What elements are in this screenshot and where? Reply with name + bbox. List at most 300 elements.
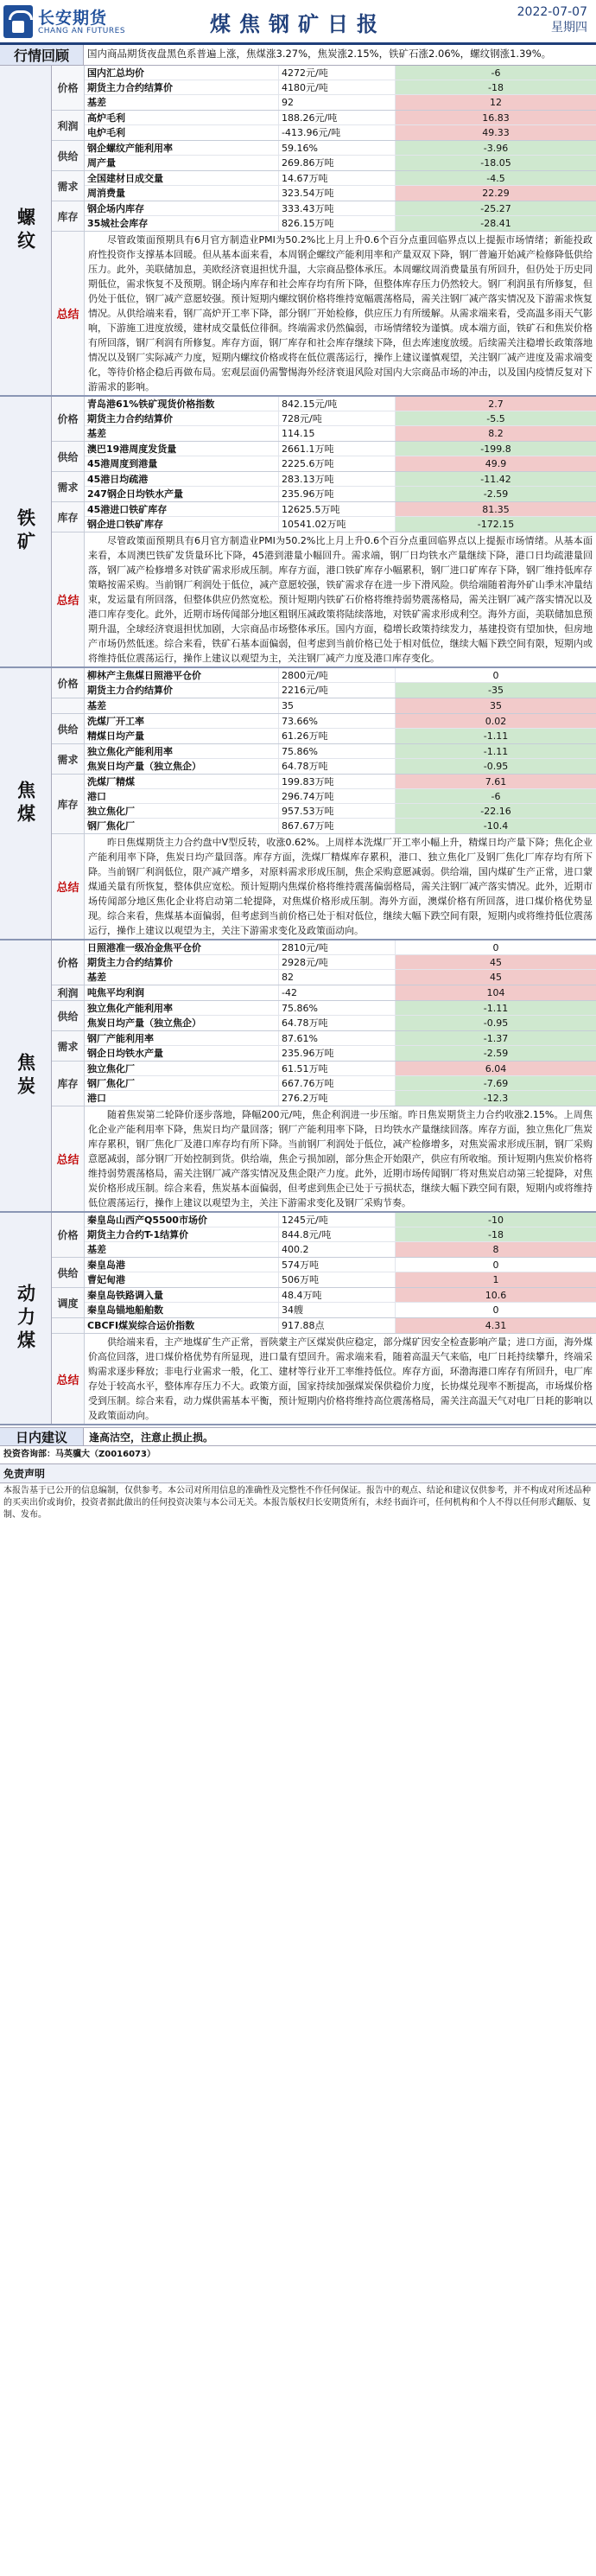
- indicator-group: [52, 66, 596, 111]
- indicator-value: 59.16%: [279, 141, 396, 155]
- group-label: 需求: [52, 472, 85, 501]
- group-label: 供给: [52, 714, 85, 743]
- indicator-name: 洗煤厂开工率: [85, 714, 279, 728]
- indicator-name: 独立焦化产能利用率: [85, 1001, 279, 1015]
- indicator-name: 期货主力合约T-1结算价: [85, 1227, 279, 1241]
- group-label: 库存: [52, 201, 85, 231]
- indicator-name: 日照港准一级冶金焦平仓价: [85, 940, 279, 954]
- table-row: [85, 186, 596, 201]
- table-row: [85, 95, 596, 110]
- group-label: 需求: [52, 1031, 85, 1061]
- indicator-value: 12625.5万吨: [279, 502, 396, 516]
- group-rows: [85, 698, 596, 713]
- group-rows: [85, 1288, 596, 1317]
- indicator-name: 独立焦化厂: [85, 1062, 279, 1075]
- indicator-value: 400.2: [279, 1242, 396, 1257]
- group-label: 价格: [52, 1213, 85, 1257]
- table-row: [85, 426, 596, 441]
- indicator-name: 曹妃甸港: [85, 1272, 279, 1287]
- table-row: [85, 411, 596, 426]
- indicator-group: [52, 1001, 596, 1031]
- indicator-change: -12.3: [396, 1091, 596, 1106]
- indicator-change: -1.37: [396, 1031, 596, 1045]
- indicator-name: 钢企日均铁水产量: [85, 1046, 279, 1061]
- indicator-name: 青岛港61%铁矿现货价格指数: [85, 397, 279, 411]
- group-rows: [85, 985, 596, 1000]
- indicator-value: 10541.02万吨: [279, 517, 396, 532]
- summary-label: 总结: [52, 834, 85, 939]
- indicator-change: -199.8: [396, 442, 596, 456]
- table-row: [85, 397, 596, 411]
- indicator-change: 16.83: [396, 111, 596, 124]
- table-row: [85, 729, 596, 743]
- section-name: 动力煤: [0, 1213, 52, 1424]
- summary-text: 昨日焦煤期货主力合约盘中V型反转，收涨0.62%。上周样本洗煤厂开工率小幅上升，精煤日均产量下降；焦化企业产能利用率下降，焦炭日均产量回落。库存方面，洗煤厂精煤库存累积，港口、独立焦化厂及钢厂焦化厂库存均有所下降。当前钢厂利润低位，限产减产增多，对原料需求形成压制，焦企采购意愿减弱。供给端，国内煤矿生产正常，进口蒙煤通关量有所恢复，整体供应宽松。预计短期内焦煤价格将维持震荡偏弱格局，需关注钢厂减产落实情况。此外，近期市场传闻部分地区焦化企业将启动第二轮提降，对焦煤价格形成压制。海外方面，澳煤价格有所回落，进口煤价格优势显现。综合来看，焦煤基本面偏弱，但考虑到当前价格已处于相对低位，继续大幅下跌空间有限，短期内或将维持低位震荡运行，操作上建议以观望为主，关注下游需求变化及政策面动向。: [88, 837, 593, 936]
- indicator-change: -5.5: [396, 411, 596, 425]
- indicator-change: 8: [396, 1242, 596, 1257]
- indicator-value: -42: [279, 985, 396, 1000]
- indicator-name: 秦皇岛港: [85, 1258, 279, 1272]
- indicator-change: 0.02: [396, 714, 596, 728]
- indicator-group: [52, 668, 596, 698]
- market-review-label: 行情回顾: [0, 45, 84, 65]
- group-rows: [85, 1258, 596, 1287]
- section-3: [0, 940, 596, 1213]
- table-row: [85, 1016, 596, 1030]
- indicator-change: -2.59: [396, 1046, 596, 1061]
- indicator-group: [52, 714, 596, 744]
- indicator-name: 钢厂焦化厂: [85, 1076, 279, 1090]
- group-label: 价格: [52, 66, 85, 110]
- indicator-change: -25.27: [396, 201, 596, 215]
- indicator-value: 92: [279, 95, 396, 110]
- group-rows: [85, 111, 596, 140]
- indicator-group: [52, 472, 596, 502]
- indicator-name: 港口: [85, 1091, 279, 1106]
- indicator-name: 钢厂焦化厂: [85, 819, 279, 833]
- indicator-change: 10.6: [396, 1288, 596, 1302]
- table-row: [85, 683, 596, 698]
- table-row: [85, 1258, 596, 1272]
- group-rows: [85, 940, 596, 985]
- indicator-group: [52, 1062, 596, 1106]
- indicator-change: -1.11: [396, 744, 596, 758]
- indicator-group: [52, 442, 596, 472]
- table-row: [85, 1031, 596, 1046]
- indicator-value: 4272元/吨: [279, 66, 396, 80]
- indicator-change: -11.42: [396, 472, 596, 486]
- indicator-name: 电炉毛利: [85, 125, 279, 140]
- intraday-advice-text: 逢高沽空，注意止损止损。: [89, 1431, 214, 1444]
- market-review: [0, 45, 596, 66]
- indicator-value: 114.15: [279, 426, 396, 441]
- indicator-group: [52, 985, 596, 1001]
- indicator-change: 2.7: [396, 397, 596, 411]
- indicator-name: 独立焦化厂: [85, 804, 279, 818]
- indicator-change: -0.95: [396, 759, 596, 774]
- group-label: 价格: [52, 940, 85, 985]
- indicator-name: 基差: [85, 698, 279, 713]
- group-rows: [85, 472, 596, 501]
- indicator-value: 64.78万吨: [279, 1016, 396, 1030]
- table-row: [85, 1091, 596, 1106]
- indicator-value: 296.74万吨: [279, 789, 396, 803]
- group-rows: [85, 171, 596, 201]
- summary-text: 随着焦炭第二轮降价逐步落地，降幅200元/吨，焦企利润进一步压缩。昨日焦炭期货主力合约收涨2.15%。上周焦化企业产能利用率下降，焦炭日均产量回落；钢厂产能利用率下降，日均铁水产量继续回落。库存方面，独立焦化厂焦炭库存累积，钢厂焦化厂及港口库存均有所下降。当前钢厂利润处于低位，减产检修增多，对焦炭需求形成压制，钢厂采购意愿减弱，部分钢厂开始控制到货。供给端，焦企亏损加剧，部分焦企开始限产，供应有所收缩。预计短期内焦炭价格将维持弱势震荡格局，需关注钢厂减产落实情况及焦企限产力度。此外，近期市场传闻钢厂将对焦炭启动第三轮提降，对焦炭价格形成压制。综合来看，焦炭基本面偏弱，但考虑到焦企已处于亏损状态，继续大幅下跌空间有限，短期内或将维持低位震荡运行，操作上建议以观望为主，关注下游需求变化及钢厂采购节奏。: [88, 1109, 593, 1208]
- indicator-value: 269.86万吨: [279, 156, 396, 170]
- group-rows: [85, 668, 596, 698]
- indicator-name: 秦皇岛锚地船舶数: [85, 1303, 279, 1317]
- indicator-name: 基差: [85, 970, 279, 985]
- section-name: 螺纹: [0, 66, 52, 395]
- indicator-group: [52, 201, 596, 232]
- section-summary: [52, 1334, 596, 1424]
- table-row: [85, 744, 596, 759]
- indicator-name: 港口: [85, 789, 279, 803]
- indicator-change: -18.05: [396, 156, 596, 170]
- indicator-change: 22.29: [396, 186, 596, 201]
- indicator-name: 45港进口铁矿库存: [85, 502, 279, 516]
- indicator-value: 75.86%: [279, 1001, 396, 1015]
- section-body: [52, 940, 596, 1211]
- indicator-group: [52, 1258, 596, 1288]
- table-row: [85, 442, 596, 456]
- indicator-change: -172.15: [396, 517, 596, 532]
- indicator-value: 917.88点: [279, 1318, 396, 1333]
- indicator-value: 506万吨: [279, 1272, 396, 1287]
- disclaimer-text: 本报告基于已公开的信息编制，仅供参考。本公司对所用信息的准确性及完整性不作任何保证。报告中的观点、结论和建议仅供参考，并不构成对所述品种的买卖出价或询价，投资者据此做出的任何投资决策与本公司无关。本报告版权归长安期货所有，未经书面许可，任何机构和个人不得以任何形式翻版、复制、发布。: [3, 1486, 591, 1520]
- indicator-change: -6: [396, 789, 596, 803]
- commodity-sections: [0, 66, 596, 1425]
- group-label: 需求: [52, 744, 85, 774]
- indicator-name: 秦皇岛山西产Q5500市场价: [85, 1213, 279, 1227]
- table-row: [85, 698, 596, 713]
- group-rows: [85, 714, 596, 743]
- indicator-name: 期货主力合约结算价: [85, 683, 279, 698]
- intraday-advice-label: 日内建议: [0, 1428, 84, 1445]
- indicator-name: 基差: [85, 1242, 279, 1257]
- indicator-value: 87.61%: [279, 1031, 396, 1045]
- indicator-name: 期货主力合约结算价: [85, 411, 279, 425]
- indicator-value: 61.26万吨: [279, 729, 396, 743]
- indicator-name: 周消费量: [85, 186, 279, 201]
- report-header: [0, 0, 596, 45]
- table-row: [85, 1001, 596, 1016]
- table-row: [85, 955, 596, 970]
- indicator-value: 728元/吨: [279, 411, 396, 425]
- group-label: 库存: [52, 502, 85, 532]
- group-label: 供给: [52, 442, 85, 471]
- group-rows: [85, 66, 596, 110]
- indicator-change: -22.16: [396, 804, 596, 818]
- table-row: [85, 125, 596, 140]
- indicator-value: 323.54万吨: [279, 186, 396, 201]
- indicator-change: -10: [396, 1213, 596, 1227]
- table-row: [85, 1242, 596, 1257]
- indicator-group: [52, 698, 596, 714]
- logo-name-cn: 长安期货: [38, 9, 108, 28]
- group-label: 库存: [52, 1062, 85, 1106]
- report-weekday: 星期四: [551, 21, 587, 35]
- indicator-name: 焦炭日均产量（独立焦企）: [85, 759, 279, 774]
- table-row: [85, 80, 596, 95]
- indicator-change: 45: [396, 970, 596, 985]
- section-body: [52, 1213, 596, 1424]
- group-rows: [85, 1062, 596, 1106]
- indicator-value: 14.67万吨: [279, 171, 396, 185]
- group-label: 价格: [52, 397, 85, 441]
- indicator-name: 周产量: [85, 156, 279, 170]
- indicator-name: 钢厂产能利用率: [85, 1031, 279, 1045]
- section-summary: [52, 834, 596, 939]
- indicator-group: [52, 1031, 596, 1062]
- indicator-name: 独立焦化产能利用率: [85, 744, 279, 758]
- report-date: 2022-07-07: [517, 5, 587, 19]
- indicator-value: 4180元/吨: [279, 80, 396, 94]
- summary-label: 总结: [52, 1334, 85, 1424]
- table-row: [85, 111, 596, 125]
- indicator-name: 全国建材日成交量: [85, 171, 279, 185]
- indicator-group: [52, 171, 596, 201]
- section-name: 铁矿: [0, 397, 52, 666]
- indicator-name: 精煤日均产量: [85, 729, 279, 743]
- indicator-group: [52, 502, 596, 532]
- indicator-change: -0.95: [396, 1016, 596, 1030]
- table-row: [85, 487, 596, 501]
- table-row: [85, 1272, 596, 1287]
- indicator-change: -6: [396, 66, 596, 80]
- analyst-credit: 投资咨询部：马英骥大（Z0016073）: [3, 1450, 155, 1459]
- group-rows: [85, 1318, 596, 1333]
- indicator-value: 957.53万吨: [279, 804, 396, 818]
- group-label: 供给: [52, 141, 85, 170]
- indicator-change: -4.5: [396, 171, 596, 185]
- indicator-group: [52, 1213, 596, 1258]
- indicator-group: [52, 1288, 596, 1318]
- table-row: [85, 804, 596, 819]
- group-rows: [85, 201, 596, 231]
- group-rows: [85, 1001, 596, 1030]
- indicator-change: -2.59: [396, 487, 596, 501]
- section-body: [52, 668, 596, 939]
- indicator-name: 澳巴19港周度发货量: [85, 442, 279, 456]
- indicator-value: 61.51万吨: [279, 1062, 396, 1075]
- group-label: 利润: [52, 985, 85, 1000]
- group-label: [52, 698, 85, 713]
- table-row: [85, 789, 596, 804]
- group-label: 价格: [52, 668, 85, 698]
- indicator-change: 0: [492, 942, 499, 953]
- table-row: [85, 775, 596, 789]
- indicator-name: 期货主力合约结算价: [85, 80, 279, 94]
- indicator-value: 842.15元/吨: [279, 397, 396, 411]
- section-name: 焦炭: [0, 940, 52, 1211]
- indicator-name: 钢企螺纹产能利用率: [85, 141, 279, 155]
- summary-text: 供给端来看，主产地煤矿生产正常，晋陕蒙主产区煤炭供应稳定，部分煤矿因安全检查影响产量；进口方面，海外煤价高位回落，进口煤价格优势有所显现，进口量有望回升。需求端来看，随着高温天气来临，电厂日耗持续攀升，终端采购需求逐步释放；非电行业需求一般，化工、建材等行业开工率维持低位。库存方面，环渤海港口库存有所回升，电厂库存处于较高水平，整体库存压力不大。政策方面，国家持续加强煤炭保供稳价力度，长协煤兑现率不断提高，市场煤价格受到压制。综合来看，动力煤供需基本平衡，预计短期内价格将维持高位震荡格局，需关注高温天气对电厂日耗的影响以及政策面动向。: [88, 1336, 593, 1421]
- indicator-name: 秦皇岛铁路调入量: [85, 1288, 279, 1302]
- indicator-change: -18: [396, 80, 596, 94]
- indicator-group: [52, 940, 596, 985]
- market-review-text: 国内商品期货夜盘黑色系普遍上涨，焦煤涨3.27%，焦炭涨2.15%，铁矿石涨2.06%，螺纹钢涨1.39%。: [87, 48, 552, 60]
- group-rows: [85, 1031, 596, 1061]
- table-row: [85, 517, 596, 532]
- indicator-value: 2216元/吨: [279, 683, 396, 698]
- indicator-value: 73.66%: [279, 714, 396, 728]
- indicator-name: 国内汇总均价: [85, 66, 279, 80]
- summary-label: 总结: [52, 532, 85, 666]
- indicator-name: 高炉毛利: [85, 111, 279, 124]
- indicator-change: -10.4: [396, 819, 596, 833]
- indicator-value: 75.86%: [279, 744, 396, 758]
- logo-name-en: CHANG AN FUTURES: [38, 27, 126, 35]
- indicator-value: 64.78万吨: [279, 759, 396, 774]
- indicator-value: 2800元/吨: [279, 668, 396, 682]
- indicator-value: 333.43万吨: [279, 201, 396, 215]
- section-4: [0, 1213, 596, 1425]
- indicator-name: 钢企进口铁矿库存: [85, 517, 279, 532]
- indicator-name: 基差: [85, 426, 279, 441]
- indicator-value: 2661.1万吨: [279, 442, 396, 456]
- table-row: [85, 1213, 596, 1227]
- group-label: 调度: [52, 1288, 85, 1317]
- table-row: [85, 985, 596, 1000]
- group-label: 利润: [52, 111, 85, 140]
- summary-label: 总结: [52, 232, 85, 395]
- indicator-name: 吨焦平均利润: [85, 985, 279, 1000]
- indicator-value: 82: [279, 970, 396, 985]
- indicator-change: -7.69: [396, 1076, 596, 1090]
- indicator-group: [52, 1318, 596, 1334]
- table-row: [85, 216, 596, 231]
- table-row: [85, 970, 596, 985]
- indicator-change: 0: [492, 670, 499, 681]
- group-rows: [85, 744, 596, 774]
- table-row: [85, 141, 596, 156]
- indicator-change: 8.2: [396, 426, 596, 441]
- indicator-change: 7.61: [396, 775, 596, 788]
- indicator-group: [52, 775, 596, 834]
- indicator-value: 2810元/吨: [279, 940, 396, 954]
- indicator-group: [52, 397, 596, 442]
- indicator-value: 283.13万吨: [279, 472, 396, 486]
- indicator-change: 81.35: [396, 502, 596, 516]
- indicator-name: 柳林产主焦煤日照港平仓价: [85, 668, 279, 682]
- table-row: [85, 714, 596, 729]
- table-row: [85, 66, 596, 80]
- indicator-value: 2225.6万吨: [279, 456, 396, 471]
- section-summary: [52, 1106, 596, 1211]
- group-rows: [85, 1213, 596, 1257]
- table-row: [85, 1227, 596, 1242]
- group-rows: [85, 502, 596, 532]
- indicator-change: 104: [396, 985, 596, 1000]
- indicator-name: 洗煤厂精煤: [85, 775, 279, 788]
- indicator-name: 期货主力合约结算价: [85, 955, 279, 969]
- section-summary: [52, 532, 596, 666]
- indicator-value: 199.83万吨: [279, 775, 396, 788]
- group-rows: [85, 397, 596, 441]
- group-label: 供给: [52, 1001, 85, 1030]
- indicator-change: 1: [396, 1272, 596, 1287]
- indicator-name: CBCFI煤炭综合运价指数: [85, 1318, 279, 1333]
- indicator-value: 2928元/吨: [279, 955, 396, 969]
- indicator-change: -28.41: [396, 216, 596, 231]
- indicator-name: 45港日均疏港: [85, 472, 279, 486]
- indicator-value: 276.2万吨: [279, 1091, 396, 1106]
- section-body: [52, 397, 596, 666]
- section-0: [0, 66, 596, 397]
- indicator-value: -413.96元/吨: [279, 125, 396, 140]
- group-rows: [85, 775, 596, 833]
- indicator-change: -3.96: [396, 141, 596, 155]
- table-row: [85, 1303, 596, 1317]
- indicator-change: -1.11: [396, 1001, 596, 1015]
- report-title: 煤焦钢矿日报: [210, 12, 386, 36]
- indicator-value: 1245元/吨: [279, 1213, 396, 1227]
- table-row: [85, 668, 596, 683]
- group-rows: [85, 442, 596, 471]
- indicator-value: 188.26元/吨: [279, 111, 396, 124]
- indicator-change: 0: [492, 1259, 499, 1271]
- section-body: [52, 66, 596, 395]
- indicator-change: 49.33: [396, 125, 596, 140]
- indicator-value: 34艘: [279, 1303, 396, 1317]
- indicator-name: 45港周度到港量: [85, 456, 279, 471]
- table-row: [85, 1288, 596, 1303]
- summary-text: 尽管政策面预期具有6月官方制造业PMI为50.2%比上月上升0.6个百分点重回临界点以上提振市场情绪。从基本面来看，本周澳巴铁矿发货量环比下降，45港到港量小幅回升。需求端，钢厂日均铁水产量继续下降，港口日均疏港量回落，钢厂减产检修增多对铁矿需求形成压制。库存方面，港口铁矿库存小幅累积，钢厂进口矿库存下降，钢厂维持低库存策略按需采购。当前钢厂利润处于低位，减产意愿较强，铁矿需求存在进一步下滑风险。供给端随着海外矿山季末冲量结束，发运量有所回落，但整体供应仍然宽松。预计短期内铁矿石价格将维持弱势震荡格局，需关注钢厂减产落实情况以及港口库存变化。此外，近期市场传闻部分地区粗钢压减政策将陆续落地，对铁矿需求形成利空。海外方面，美联储加息预期升温，全球经济衰退担忧加剧，大宗商品市场整体承压。国内方面，稳增长政策持续发力，基建投资有望加快，但房地产市场仍然低迷。综合来看，铁矿石基本面偏弱，但考虑到当前价格已处于相对低位，继续大幅下跌空间有限，短期内或将维持低位震荡运行，操作上建议以观望为主，关注钢厂减产力度及港口库存变化。: [88, 535, 593, 664]
- indicator-change: 49.9: [396, 456, 596, 471]
- summary-label: 总结: [52, 1106, 85, 1211]
- section-2: [0, 668, 596, 940]
- table-row: [85, 502, 596, 517]
- table-row: [85, 456, 596, 471]
- group-label: [52, 1318, 85, 1333]
- summary-text: 尽管政策面预期具有6月官方制造业PMI为50.2%比上月上升0.6个百分点重回临界点以上提振市场情绪；新能投政府性投资作支撑基本回暖。但从基本面来看，本周钢企螺纹产能利用率和产量双双下降，钢厂普遍开始减产检修降低供给压力。此外，美联储加息，美欧经济衰退担忧升温，大宗商品整体承压。本周螺纹周消费量虽有所回升，但仍处于历史同期低位，需求恢复不及预期。钢企场内库存和社会库存均有所下降，但整体库存压力仍然较大。钢厂利润虽有所修复，但仍处于低位，钢厂减产意愿较强。预计短期内螺纹钢价格将维持宽幅震荡格局，需关注钢厂减产落实情况及下游需求恢复情况。从供给端来看，钢厂高炉开工率下降，部分钢厂开始检修，供应压力有所缓解。从需求端来看，受高温多雨天气影响，下游施工进度放缓，建材成交量低位徘徊。终端需求仍然偏弱，市场情绪较为谨慎。成本端方面，铁矿石和焦炭价格有所回落，钢厂利润有所修复。库存方面，钢厂库存和社会库存继续下降，但去库速度放缓。后续需关注稳增长政策落地情况以及钢厂实际减产力度，短期内螺纹价格或将在低位震荡运行，操作上建议谨慎观望，关注钢厂减产进度及需求端变化，等待价格企稳后再做布局。宏观层面仍需警惕海外经济衰退风险对国内大宗商品市场的冲击，以及国内疫情反复对下游需求的影响。: [88, 234, 593, 392]
- indicator-change: 45: [396, 955, 596, 969]
- table-row: [85, 171, 596, 186]
- indicator-change: 12: [396, 95, 596, 110]
- table-row: [85, 759, 596, 774]
- table-row: [85, 156, 596, 170]
- indicator-group: [52, 744, 596, 775]
- indicator-change: 0: [492, 1304, 499, 1316]
- section-1: [0, 397, 596, 668]
- table-row: [85, 1076, 596, 1091]
- indicator-value: 667.76万吨: [279, 1076, 396, 1090]
- indicator-name: 247钢企日均铁水产量: [85, 487, 279, 501]
- report-date-block: [517, 4, 587, 35]
- group-rows: [85, 141, 596, 170]
- indicator-name: 钢企场内库存: [85, 201, 279, 215]
- indicator-change: -1.11: [396, 729, 596, 743]
- indicator-group: [52, 111, 596, 141]
- indicator-value: 48.4万吨: [279, 1288, 396, 1302]
- table-row: [85, 472, 596, 487]
- indicator-change: 4.31: [396, 1318, 596, 1333]
- section-summary: [52, 232, 596, 395]
- indicator-value: 574万吨: [279, 1258, 396, 1272]
- table-row: [85, 1046, 596, 1061]
- table-row: [85, 1318, 596, 1333]
- table-row: [85, 819, 596, 833]
- table-row: [85, 940, 596, 955]
- indicator-name: 35城社会库存: [85, 216, 279, 231]
- indicator-value: 235.96万吨: [279, 487, 396, 501]
- disclaimer-title: 免责声明: [0, 1463, 596, 1483]
- indicator-name: 焦炭日均产量（独立焦企）: [85, 1016, 279, 1030]
- indicator-value: 35: [279, 698, 396, 713]
- indicator-value: 826.15万吨: [279, 216, 396, 231]
